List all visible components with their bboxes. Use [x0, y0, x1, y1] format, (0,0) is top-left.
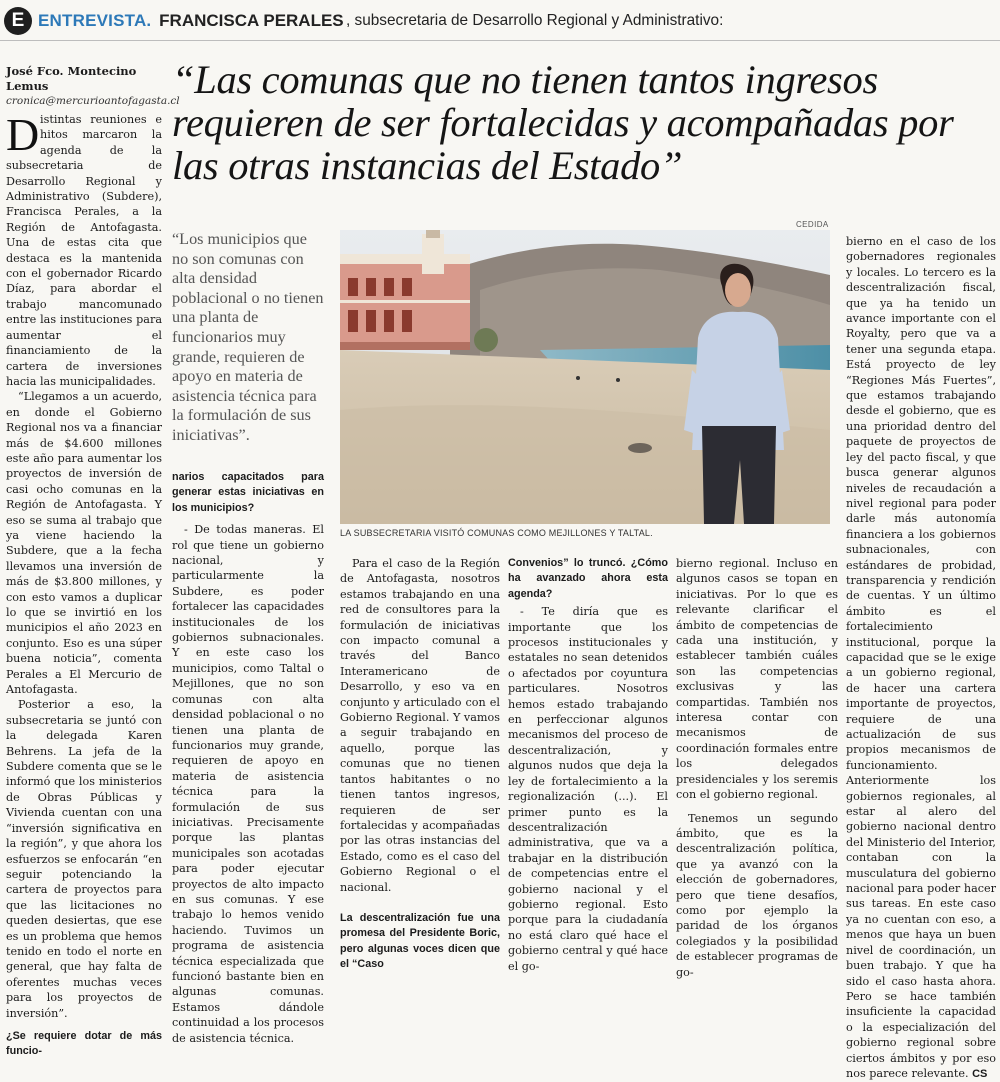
lead-paragraph	[6, 109, 162, 389]
paragraph: - Te diría que es importante que los procesos institucionales y estatales no sean detenidos o afectados por coyuntura particulares. Nosotros hemos estado trabajando en perfeccionar algunos mecanismos del proceso de descentralización, y algunos nudos que deja la ley de fortalecimiento a la regionalización (...). El primer punto es la descentralización administrativa, que va a trabajar en la distribución de competencias entre el gobierno nacional y el gobierno regional. Esto porque para la ciudadanía no está claro qué hace el gobierno central y qué hace el go-	[508, 605, 668, 973]
paragraph: Posterior a eso, la subsecretaria se juntó con la delegada Karen Behrens. La jefa de la Subdere comenta que se le informó que los ministerios de Obras Públicas y Vivienda cuentan con una “inversión significativa en la región”, y que ahora los esfuerzos se enfocarán “en seguir potenciando la cartera de proyectos para que las licitaciones no queden desiertas, que ese es un problema que hemos tenido en todo el norte en general, que hay falta de oferentes muchas veces para los proyectos de inversión”.	[6, 698, 162, 1020]
paragraph: Tenemos un segundo ámbito, que es la descentralización política, que ya avanzó con la elección de gobernadores, pero que tiene desafíos, como por ejemplo la paridad de los órganos colegiados y la posibilidad de establecer programas de go-	[676, 811, 838, 979]
photo-caption: LA SUBSECRETARIA VISITÓ COMUNAS COMO MEJILLONES Y TALTAL.	[340, 528, 653, 538]
kicker-dot: .	[146, 11, 152, 30]
section-badge: E	[4, 7, 32, 35]
closing-text: bierno en el caso de los gobernadores regionales y locales. Lo tercero es la descentralización fiscal, que ya ha tenido un avance importante con el Royalty, pero que va a tener una segunda etapa. Está proyecto de ley “Regiones Más Fuertes”, que estamos trabajando desde el gobierno, que es una prioridad dentro del paquete de proyectos de ley del pacto fiscal, y que busca generar algunos niveles de recaudación a nivel regional para poder darle más autonomía financiera a los gobiernos subnacionales, con estándares de probidad, transparencia y rendición de cuentas. Y un último ámbito es el fortalecimiento institucional, porque la capacidad que se le exige a un gobierno regional, de hacer una cartera importante de proyectos, requiere de una actualización de sus propios mecanismos de funcionamiento. Anteriormente los gobiernos regionales, al estar al alero del gobierno nacional dentro del Ministerio del Interior, contaban con la musculatura del gobierno nacional para poder hacer sus tareas. En este caso ya no cuentan con eso, a menos que haya un buen nivel de coordinación, un buen trabajo. Y que ha sido el caso hasta ahora. Pero se hace también insuficiente la capacidad o la especialización del gobierno regional sobre ciertos ámbitos y por eso nos parece relevante.	[846, 235, 996, 1080]
body-column-4	[508, 556, 668, 974]
article-photo	[340, 230, 830, 524]
question: La descentralización fue una promesa del Presidente Boric, pero algunas voces dicen que el “Caso	[340, 911, 500, 971]
question: Convenios” lo truncó. ¿Cómo ha avanzado ahora esta agenda?	[508, 557, 668, 600]
section-kicker: ENTREVISTA	[38, 11, 147, 30]
paragraph	[846, 234, 996, 1082]
body-column-6	[846, 234, 996, 1082]
photo-illustration	[340, 230, 830, 524]
paragraph: bierno regional. Incluso en algunos casos se topan en iniciativas. Por lo que es relevante clarificar el ámbito de competencias de cada una institución, y establecer también cuáles son las competencias exclusivas y las compartidas. También nos interesa contar con mecanismos de coordinación formales entre los delegados presidenciales y los seremis con el gobierno regional.	[676, 557, 838, 802]
body-column-2	[172, 470, 324, 1046]
interviewee-name: FRANCISCA PERALES	[159, 11, 344, 30]
photo-credit: CEDIDA	[796, 220, 829, 229]
article-header	[4, 6, 996, 36]
body-column-1	[6, 109, 162, 1060]
question: ¿Se requiere dotar de más funcio-	[6, 1029, 162, 1058]
byline-author: José Fco. Montecino Lemus	[6, 64, 137, 93]
end-mark: CS	[972, 1067, 988, 1080]
paragraph: - De todas maneras. El rol que tiene un gobierno nacional, y particularmente la Subdere, es poder fortalecer las capacidades institucionales de los gobiernos subnacionales. Y en este caso los municipios, como Taltal o Mejillones, que no son comunas con alta densidad poblacional o no tienen una planta de funcionarios muy grande, requieren de apoyo en materia de asistencia técnica para la formulación de sus iniciativas. Precisamente porque las plantas municipales son acotadas para poder ejecutar proyectos de alto impacto en sus comunas. Y ese trabajo lo hemos venido haciendo. Tuvimos un programa de asistencia técnica especializada que funcionó bastante bien en algunas comunas. Estamos dándole continuidad a los procesos de asistencia técnica.	[172, 523, 324, 1045]
byline	[6, 64, 180, 109]
paragraph: “Llegamos a un acuerdo, en donde el Gobierno Regional nos va a financiar más de $4.600 millones este año para aumentar los proyectos de inversión de casi ocho comunas en la Región de Antofagasta. Y eso se suma al trabajo que ya viene haciendo la Subdere, que a la fecha llevamos una inversión de más de $3.800 millones, y con esto vamos a duplicar lo que se invirtió en los municipios el año 2023 en conjunto. Eso es una súper buena noticia”, comenta Perales a El Mercurio de Antofagasta.	[6, 390, 162, 697]
interviewee-role: , subsecretaria de Desarrollo Regional y Administrativo:	[345, 12, 724, 29]
drop-cap: D	[6, 109, 40, 160]
body-column-3	[340, 556, 500, 973]
headline: “Las comunas que no tienen tantos ingresos requieren de ser fortalecidas y acompañadas por las otras instancias del Estado”	[172, 57, 954, 188]
question: narios capacitados para generar estas iniciativas en los municipios?	[172, 471, 324, 514]
byline-email: cronica@mercurioantofagasta.cl	[6, 95, 180, 107]
header-divider	[0, 40, 1000, 41]
lead-text: istintas reuniones e hitos marcaron la agenda de la subsecretaria de Desarrollo Regional y Administrativo (Subdere), Francisca Perales, a la Región de Antofagasta. Una de estas cita que destaca es la mantenida con el gobernador Ricardo Díaz, para abordar el trabajo mancomunado entre las instituciones para aumentar el financiamiento de la cartera de inversiones hacia las municipalidades.	[6, 113, 162, 388]
paragraph: Para el caso de la Región de Antofagasta, nosotros estamos trabajando en una red de consultores para la formulación de iniciativas con impacto comunal a través del Banco Interamericano de Desarrollo, y eso va en conjunto y articulado con el Gobierno Regional. Y vamos a seguir trabajando en aquello, porque las comunas que no tienen tantos habitantes o no tienen tantos ingresos, requieren de ser fortalecidas y acompañadas por las otras instancias del Estado, como es el caso del Gobierno Regional o el nacional.	[340, 557, 500, 894]
pull-quote: “Los municipios que no son comunas con alta densidad poblacional o no tienen una planta de funcionarios muy grande, requieren de apoyo en materia de asistencia técnica para la formulación de sus iniciativas”.	[172, 230, 324, 444]
body-column-5	[676, 556, 838, 980]
